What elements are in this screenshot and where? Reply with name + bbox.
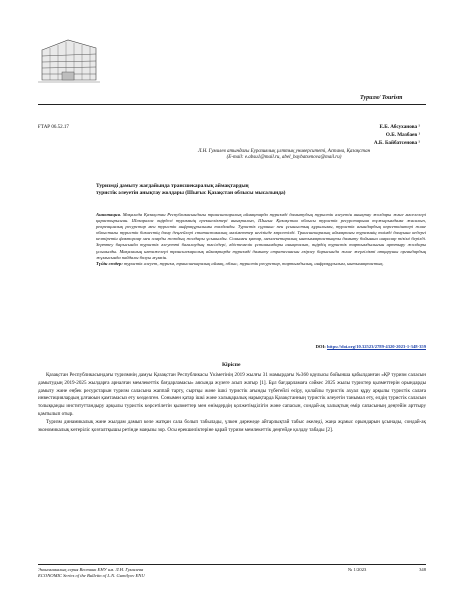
section-title: Туризм/ Tourism [360,95,403,101]
keywords-label: Түйін сөздер: [96,260,123,266]
keywords-text: туристік әлеует, туризм, трансшекаралық аймақ, облыс, туристік ресурстар, тартымдылық, инфрақұрылым, ынтымақтастық. [124,260,384,266]
author-3: А.Б. Байбатсенова ¹ [373,140,420,146]
page-number: 348 [419,567,426,572]
doi [316,344,426,349]
abstract-label: Аннотация. [96,212,121,217]
introduction-heading: Кіріспе [222,362,241,368]
article-title [96,183,396,196]
footer-issue: № 1/2023 [348,567,367,572]
footer-journal-kz: Экономикалық серия Вестник ЕНУ им. Л.Н. Гумилева [38,567,144,572]
body-paragraph: Туризм динамикалық және жылдам дамып келе жатқан сала болып табылады, үлкен дәрежеде айтарлықтай табыс әкеледі, жаңа жұмыс орындарын ұсынады, сондай-ақ экономикалық көтеріліс қозғалтқышы ретінде маңызы зор. Осы ерекшеліктеріне қарай туризм мемлекеттік деңгейде қолдау табады [2]. [38,418,426,433]
footer-journal [38,567,145,579]
doi-link[interactable]: https://doi.org/10.32523/2789-4320-2023-1-348-359 [326,344,426,349]
affiliation [146,149,422,161]
affiliation-institution: Л.Н. Гумилев атындағы Еуразиялық ұлттық университеті, Астана, Қазақстан [197,149,371,154]
abstract [96,212,426,267]
author-1: Е.Б. Абсуханова ¹ [379,124,420,130]
article-title-line-1: Туризмді дамыту жағдайында трансшекаралық аймақтардың [96,183,249,189]
header-divider [38,104,426,105]
footer-journal-en: ECONOMIC Series of the Bulletin of L.N. Gumilyov ENU [38,573,145,579]
article-title-line-2: туристік әлеуетін анықтау жолдары (Шығыс Қазақстан облысы мысалында) [96,189,286,196]
introduction-body [38,372,426,434]
body-paragraph: Қазақстан Республикасындағы туризмнің дамуы Қазақстан Республикасы Үкіметінің 2019 жылғы 31 мамырдағы №360 қаулысы бойынша қабылданған «ҚР туризм саласын дамытудың 2019-2025 жылдарға арналған мемлекеттік бағдарламасы» аясында жүзеге асып жатыр [1]. Бұл бағдарламаға сәйкес 2025 жылы туристер қызметтерін орындарды дамыту және еңбек ресурстарын туризм саласына жаппай тарту, сыртқы және ішкі туристік ағынды түбегейлі өсіру, қолайлы туристік ахуал құру арқылы туристік салаға инвестициялардың ұлғаюын қамтамасыз ету көзделген. Сонымен қатар ішкі және халықаралық нарықтарда Қазақстанның туристік әлеуетін танымал ету, елдің туристік саласын толыққанды институттандыру арқылы туристік көрсетілетін қызметтер мен өнімдердің қолжетімділігін және сапасын, сондай-ақ халықтың өмір сапасының деңгейін арттыру қамтылып отыр. [38,372,426,417]
doi-label: DOI: [315,344,326,349]
affiliation-email: (E-mail: e.absu1@mail.ru, abel_baybatsenova@mail.ru) [226,155,342,161]
university-building-illustration [38,36,100,86]
footer-divider [38,564,426,565]
abstract-text: Мақалада Қазақстан Республикасындағы трансшекаралық аймақтарда туризмді дамытудың туристік әлеуетін анықтау жолдары және мәселелері қарастырылған. Шекаралас өңірдегі туризмнің ерекшеліктері анықталып, Шығыс Қазақстан облысы туристік ресурстарына тұжырымдама жасалып, рекреациялық ресурстар мен туристік инфрақұрылымы талданды. Туристік сұраныс пен ұсыныстың құрылымы, туристік ағындардың көрсеткіштері және облыстағы туристік бизнестің даму деңгейлері статистикалық мәліметтер негізінде көрсетілді. Трансшекаралық аймақтағы туризмнің тиімді дамуына кедергі келтіретін факторлар мен оларды жоюдың жолдары ұсынылды. Сонымен қатар, мемлекетаралық ынтымақтастықты дамыту бойынша шаралар тізімі берілді. Зерттеу барысында туристік әлеуетті бағалаудың тәсілдері, әдістемелік ұстанымдары анықталып, өңірдің туристік тартымдылығын арттыру жолдары ұсынылды. Мақаланың нәтижелері трансшекаралық аймақтарда туризмді дамыту стратегиясын әзірлеу барысында және жергілікті атқарушы органдардың жұмысында пайдалы болуы мүмкін. [96,212,426,260]
irstii-code: ҒТАР 06.52.17 [38,125,69,130]
author-2: О.Б. Мазбаев ¹ [385,132,420,138]
